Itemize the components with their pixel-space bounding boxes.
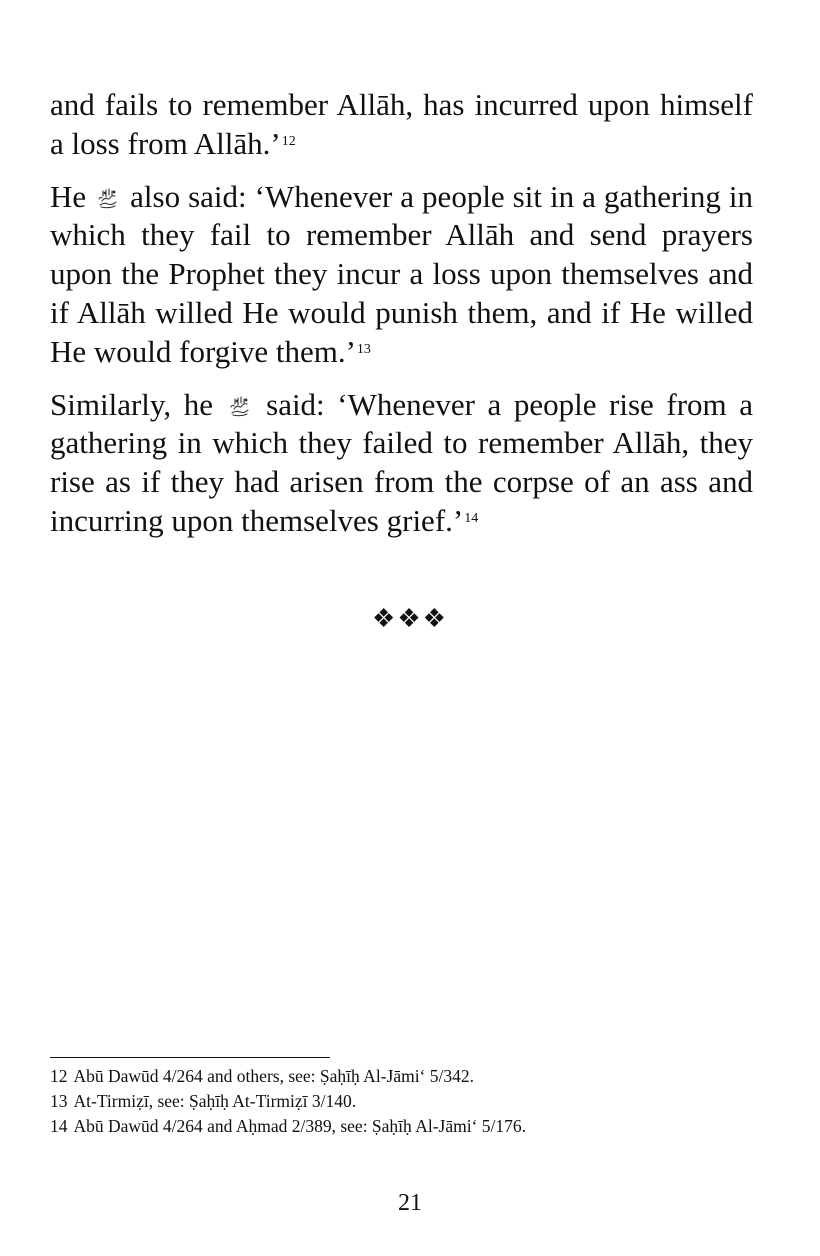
footnote-text: Abū Dawūd 4/264 and others, see: Ṣaḥīḥ Al-Jāmi‘ 5/342. xyxy=(73,1066,475,1086)
footnote-reference[interactable]: 13 xyxy=(356,341,371,357)
paragraph-text: also said: ‘Whenever a people sit in a gathering in which they fail to remember Allāh and send prayers upon the Prophet they incur a loss upon themselves and if Allāh willed He would punish them, and if He willed He would forgive them.’ xyxy=(50,178,754,369)
footnote-divider xyxy=(50,1057,330,1058)
paragraph-text: Similarly, he xyxy=(50,386,226,422)
footnote-number: 12 xyxy=(50,1066,68,1086)
footnote-number: 13 xyxy=(50,1091,68,1111)
salawat-icon xyxy=(228,394,252,418)
footnote-text: At-Tirmiẓī, see: Ṣaḥīḥ At-Tirmiẓī 3/140. xyxy=(73,1091,357,1111)
body-text xyxy=(50,86,753,555)
section-ornament: ❖❖❖ xyxy=(372,604,448,633)
footnote-number: 14 xyxy=(50,1116,68,1136)
footnote-reference[interactable]: 14 xyxy=(464,510,479,526)
footnote xyxy=(50,1114,770,1139)
paragraph xyxy=(50,178,753,372)
footnote-text: Abū Dawūd 4/264 and Aḥmad 2/389, see: Ṣaḥīḥ Al-Jāmi‘ 5/176. xyxy=(73,1116,527,1136)
footnote-reference[interactable]: 12 xyxy=(281,133,296,149)
salawat-icon xyxy=(96,186,120,210)
paragraph xyxy=(50,86,753,164)
page-number: 21 xyxy=(398,1190,422,1216)
paragraph xyxy=(50,386,753,541)
footnotes xyxy=(50,1064,770,1139)
footnote xyxy=(50,1089,770,1114)
footnote xyxy=(50,1064,770,1089)
paragraph-text: said: ‘Whenever a people rise from a gathering in which they failed to remember Allāh, they rise as if they had arisen from the corpse of an ass and incurring upon themselves grief.’ xyxy=(50,386,753,538)
paragraph-text: He xyxy=(50,178,95,214)
paragraph-text: and fails to remember Allāh, has incurred upon himself a loss from Allāh.’ xyxy=(50,87,753,161)
